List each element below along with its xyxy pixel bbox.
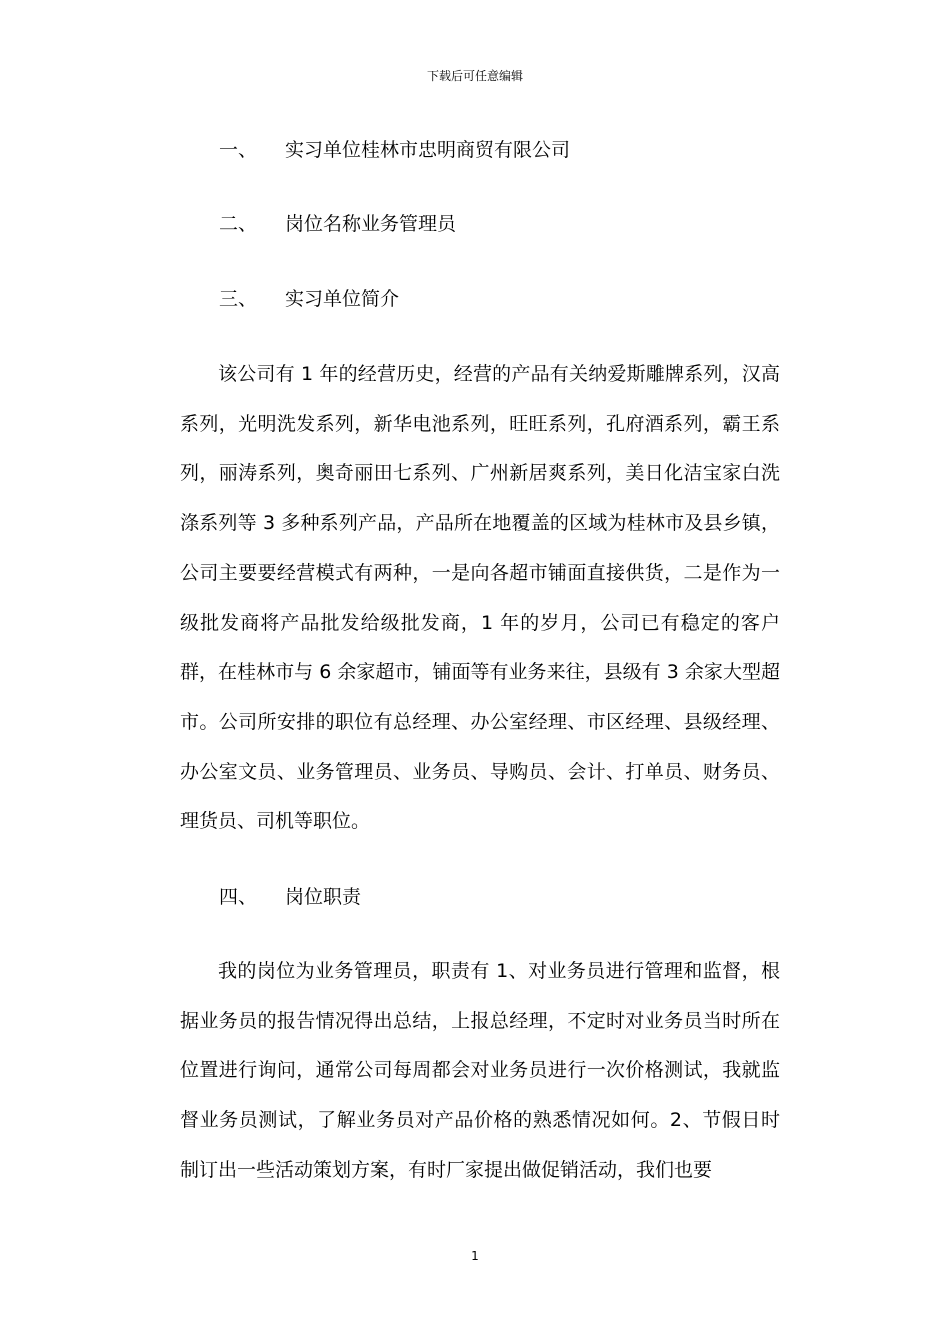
section-title: 岗位职责: [285, 886, 362, 908]
section-heading-3: [219, 287, 399, 311]
company-intro-paragraph: 该公司有 1 年的经营历史，经营的产品有关纳爱斯雕牌系列，汉高系列，光明洗发系列，新华电池系列，旺旺系列，孔府酒系列，霸王系列，丽涛系列，奥奇丽田七系列、广州新居爽系列，美日化洁宝家白洗涤系列等 3 多种系列产品，产品所在地覆盖的区域为桂林市及县乡镇，公司主要要经营模式有两种，一是向各超市铺面直接供货，二是作为一级批发商将产品批发给级批发商，1 年的岁月，公司已有稳定的客户群，在桂林市与 6 余家超市，铺面等有业务来往，县级有 3 余家大型超市。公司所安排的职位有总经理、办公室经理、市区经理、县级经理、办公室文员、业务管理员、业务员、导购员、会计、打单员、财务员、理货员、司机等职位。: [180, 363, 780, 833]
section-title: 岗位名称业务管理员: [285, 213, 457, 235]
section-heading-1: [219, 138, 570, 162]
section-number: 二、: [219, 213, 258, 235]
section-number: 三、: [219, 288, 258, 310]
section-number: 四、: [219, 886, 258, 908]
section-heading-4: [219, 885, 361, 909]
section-heading-2: [219, 212, 456, 236]
job-duties-paragraph: 我的岗位为业务管理员，职责有 1、对业务员进行管理和监督，根据业务员的报告情况得出总结，上报总经理，不定时对业务员当时所在位置进行询问，通常公司每周都会对业务员进行一次价格测试，我就监督业务员测试，了解业务员对产品价格的熟悉情况如何。2、节假日时制订出一些活动策划方案，有时厂家提出做促销活动，我们也要: [180, 960, 780, 1181]
section-number: 一、: [219, 139, 258, 161]
page-number: 1: [471, 1249, 479, 1263]
page-header-note: 下载后可任意编辑: [426, 69, 523, 83]
section-title: 实习单位桂林市忠明商贸有限公司: [285, 139, 571, 161]
section-title: 实习单位简介: [285, 288, 400, 310]
